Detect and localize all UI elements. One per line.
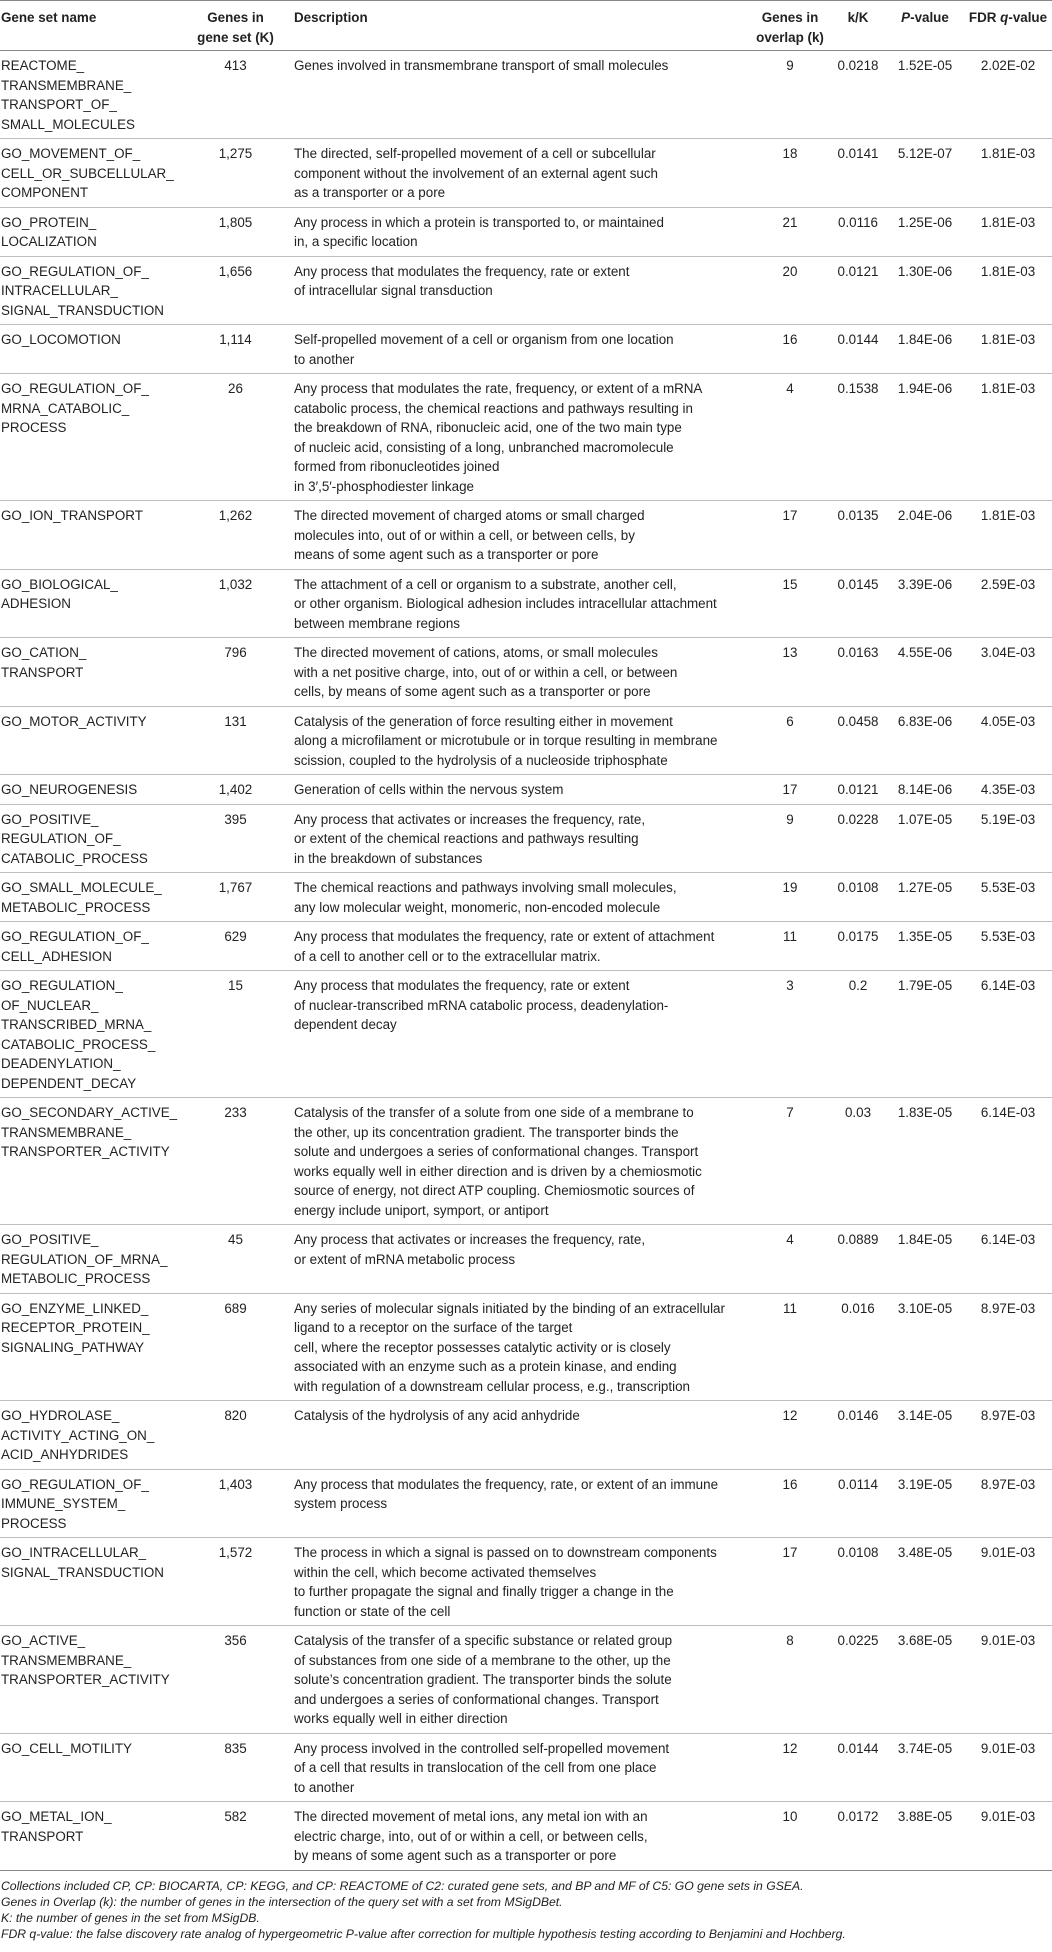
table-row bbox=[0, 569, 1052, 638]
header-fdr-q-value: FDR q-value bbox=[964, 1, 1052, 51]
cell-genes-in-gene-set: 1,403 bbox=[185, 1469, 286, 1538]
cell-description: Catalysis of the hydrolysis of any acid anhydride bbox=[286, 1401, 750, 1470]
table-row bbox=[0, 706, 1052, 775]
cell-k-over-K: 0.016 bbox=[830, 1293, 886, 1401]
cell-fdr-q-value: 4.05E-03 bbox=[964, 706, 1052, 775]
cell-fdr-q-value: 8.97E-03 bbox=[964, 1293, 1052, 1401]
cell-genes-in-overlap: 8 bbox=[750, 1626, 830, 1734]
cell-gene-set-name: GO_MOVEMENT_OF_ CELL_OR_SUBCELLULAR_ COMPONENT bbox=[0, 139, 185, 208]
cell-k-over-K: 0.0135 bbox=[830, 501, 886, 570]
header-q-italic: q bbox=[1000, 10, 1009, 25]
table-row bbox=[0, 1538, 1052, 1626]
table-row bbox=[0, 256, 1052, 325]
table-row bbox=[0, 922, 1052, 971]
cell-k-over-K: 0.0163 bbox=[830, 638, 886, 707]
cell-genes-in-gene-set: 1,114 bbox=[185, 325, 286, 374]
cell-p-value: 1.52E-05 bbox=[886, 51, 964, 139]
cell-gene-set-name: GO_METAL_ION_ TRANSPORT bbox=[0, 1802, 185, 1871]
cell-description: Self-propelled movement of a cell or organism from one location to another bbox=[286, 325, 750, 374]
cell-description: Any series of molecular signals initiated by the binding of an extracellular ligand to a receptor on the surface of the target cell, where the receptor possesses catalytic activity or is closely associated with an enzyme such as a protein kinase, and ending with regulation of a downstream cellular process, e.g., transcription bbox=[286, 1293, 750, 1401]
cell-fdr-q-value: 3.04E-03 bbox=[964, 638, 1052, 707]
cell-fdr-q-value: 8.97E-03 bbox=[964, 1401, 1052, 1470]
cell-genes-in-gene-set: 45 bbox=[185, 1225, 286, 1294]
cell-description: Catalysis of the generation of force resulting either in movement along a microfilament or microtubule or in torque resulting in membrane scission, coupled to the hydrolysis of a nucleoside triphosphate bbox=[286, 706, 750, 775]
cell-k-over-K: 0.1538 bbox=[830, 374, 886, 501]
cell-p-value: 1.83E-05 bbox=[886, 1098, 964, 1225]
table-row bbox=[0, 1469, 1052, 1538]
header-p-italic: P bbox=[901, 10, 911, 25]
cell-gene-set-name: GO_HYDROLASE_ ACTIVITY_ACTING_ON_ ACID_ANHYDRIDES bbox=[0, 1401, 185, 1470]
cell-description: The attachment of a cell or organism to a substrate, another cell, or other organism. Biological adhesion includes intracellular attachment between membrane regions bbox=[286, 569, 750, 638]
cell-k-over-K: 0.0114 bbox=[830, 1469, 886, 1538]
cell-description: The directed movement of metal ions, any metal ion with an electric charge, into, out of or within a cell, or between cells, by means of some agent such as a transporter or pore bbox=[286, 1802, 750, 1871]
cell-genes-in-overlap: 16 bbox=[750, 1469, 830, 1538]
table-row bbox=[0, 1225, 1052, 1294]
table-row bbox=[0, 501, 1052, 570]
cell-genes-in-overlap: 21 bbox=[750, 207, 830, 256]
table-row bbox=[0, 139, 1052, 208]
cell-fdr-q-value: 6.14E-03 bbox=[964, 1098, 1052, 1225]
header-k-over-K: k/K bbox=[830, 1, 886, 51]
table-row bbox=[0, 207, 1052, 256]
cell-p-value: 6.83E-06 bbox=[886, 706, 964, 775]
cell-k-over-K: 0.0225 bbox=[830, 1626, 886, 1734]
cell-genes-in-overlap: 11 bbox=[750, 922, 830, 971]
cell-gene-set-name: GO_BIOLOGICAL_ ADHESION bbox=[0, 569, 185, 638]
cell-fdr-q-value: 5.53E-03 bbox=[964, 873, 1052, 922]
cell-p-value: 1.27E-05 bbox=[886, 873, 964, 922]
cell-description: The process in which a signal is passed on to downstream components within the cell, which become activated themselves to further propagate the signal and finally trigger a change in the function or state of the cell bbox=[286, 1538, 750, 1626]
cell-k-over-K: 0.2 bbox=[830, 971, 886, 1098]
cell-gene-set-name: GO_REGULATION_OF_ INTRACELLULAR_ SIGNAL_TRANSDUCTION bbox=[0, 256, 185, 325]
cell-k-over-K: 0.0175 bbox=[830, 922, 886, 971]
cell-genes-in-gene-set: 835 bbox=[185, 1733, 286, 1802]
cell-genes-in-overlap: 17 bbox=[750, 501, 830, 570]
cell-genes-in-gene-set: 1,805 bbox=[185, 207, 286, 256]
cell-genes-in-overlap: 20 bbox=[750, 256, 830, 325]
cell-genes-in-gene-set: 1,656 bbox=[185, 256, 286, 325]
cell-p-value: 1.35E-05 bbox=[886, 922, 964, 971]
cell-genes-in-gene-set: 356 bbox=[185, 1626, 286, 1734]
cell-description: Any process that modulates the frequency, rate, or extent of an immune system process bbox=[286, 1469, 750, 1538]
cell-genes-in-overlap: 12 bbox=[750, 1733, 830, 1802]
cell-p-value: 3.19E-05 bbox=[886, 1469, 964, 1538]
cell-gene-set-name: GO_REGULATION_OF_ IMMUNE_SYSTEM_ PROCESS bbox=[0, 1469, 185, 1538]
cell-genes-in-overlap: 11 bbox=[750, 1293, 830, 1401]
cell-p-value: 1.25E-06 bbox=[886, 207, 964, 256]
cell-genes-in-gene-set: 395 bbox=[185, 804, 286, 873]
cell-genes-in-overlap: 16 bbox=[750, 325, 830, 374]
cell-genes-in-gene-set: 233 bbox=[185, 1098, 286, 1225]
cell-p-value: 1.84E-06 bbox=[886, 325, 964, 374]
cell-genes-in-gene-set: 1,402 bbox=[185, 775, 286, 805]
cell-description: Any process that modulates the frequency, rate or extent of intracellular signal transduction bbox=[286, 256, 750, 325]
cell-gene-set-name: GO_NEUROGENESIS bbox=[0, 775, 185, 805]
cell-fdr-q-value: 1.81E-03 bbox=[964, 501, 1052, 570]
cell-k-over-K: 0.0144 bbox=[830, 325, 886, 374]
footnote-K: K: the number of genes in the set from MSigDB. bbox=[1, 1911, 260, 1926]
cell-genes-in-overlap: 13 bbox=[750, 638, 830, 707]
cell-k-over-K: 0.0121 bbox=[830, 256, 886, 325]
cell-genes-in-overlap: 4 bbox=[750, 1225, 830, 1294]
table-row bbox=[0, 775, 1052, 805]
cell-genes-in-overlap: 19 bbox=[750, 873, 830, 922]
cell-gene-set-name: GO_REGULATION_ OF_NUCLEAR_ TRANSCRIBED_MRNA_ CATABOLIC_PROCESS_ DEADENYLATION_ DEPENDENT_DECAY bbox=[0, 971, 185, 1098]
cell-genes-in-gene-set: 26 bbox=[185, 374, 286, 501]
cell-gene-set-name: GO_LOCOMOTION bbox=[0, 325, 185, 374]
cell-fdr-q-value: 4.35E-03 bbox=[964, 775, 1052, 805]
cell-description: The directed movement of cations, atoms, or small molecules with a net positive charge, into, out of or within a cell, or between cells, by means of some agent such as a transporter or pore bbox=[286, 638, 750, 707]
cell-genes-in-overlap: 15 bbox=[750, 569, 830, 638]
cell-genes-in-gene-set: 15 bbox=[185, 971, 286, 1098]
cell-genes-in-gene-set: 796 bbox=[185, 638, 286, 707]
cell-fdr-q-value: 2.02E-02 bbox=[964, 51, 1052, 139]
cell-k-over-K: 0.0218 bbox=[830, 51, 886, 139]
cell-k-over-K: 0.0146 bbox=[830, 1401, 886, 1470]
cell-genes-in-gene-set: 1,275 bbox=[185, 139, 286, 208]
table-row bbox=[0, 1098, 1052, 1225]
cell-gene-set-name: GO_SECONDARY_ACTIVE_ TRANSMEMBRANE_ TRANSPORTER_ACTIVITY bbox=[0, 1098, 185, 1225]
header-p-value: P-value bbox=[886, 1, 964, 51]
header-genes-in-gene-set: Genes in gene set (K) bbox=[185, 1, 286, 51]
cell-genes-in-overlap: 7 bbox=[750, 1098, 830, 1225]
table-body bbox=[0, 51, 1052, 1871]
cell-gene-set-name: GO_ION_TRANSPORT bbox=[0, 501, 185, 570]
header-gene-set-name: Gene set name bbox=[0, 1, 185, 51]
table-row bbox=[0, 804, 1052, 873]
cell-p-value: 3.39E-06 bbox=[886, 569, 964, 638]
cell-fdr-q-value: 2.59E-03 bbox=[964, 569, 1052, 638]
cell-description: The directed, self-propelled movement of a cell or subcellular component without the involvement of an external agent such as a transporter or a pore bbox=[286, 139, 750, 208]
cell-fdr-q-value: 6.14E-03 bbox=[964, 1225, 1052, 1294]
cell-genes-in-gene-set: 131 bbox=[185, 706, 286, 775]
cell-genes-in-overlap: 17 bbox=[750, 775, 830, 805]
cell-genes-in-overlap: 4 bbox=[750, 374, 830, 501]
cell-p-value: 5.12E-07 bbox=[886, 139, 964, 208]
cell-genes-in-gene-set: 689 bbox=[185, 1293, 286, 1401]
cell-genes-in-overlap: 3 bbox=[750, 971, 830, 1098]
cell-p-value: 1.79E-05 bbox=[886, 971, 964, 1098]
cell-k-over-K: 0.0108 bbox=[830, 1538, 886, 1626]
cell-p-value: 8.14E-06 bbox=[886, 775, 964, 805]
cell-description: Catalysis of the transfer of a solute from one side of a membrane to the other, up its concentration gradient. The transporter binds the solute and undergoes a series of conformational changes. Transport works equally well in either direction and is driven by a chemiosmotic source of energy, not direct ATP coupling. Chemiosmotic sources of energy include uniport, symport, or antiport bbox=[286, 1098, 750, 1225]
table-row bbox=[0, 374, 1052, 501]
cell-k-over-K: 0.0172 bbox=[830, 1802, 886, 1871]
cell-fdr-q-value: 9.01E-03 bbox=[964, 1733, 1052, 1802]
cell-gene-set-name: GO_MOTOR_ACTIVITY bbox=[0, 706, 185, 775]
cell-fdr-q-value: 9.01E-03 bbox=[964, 1538, 1052, 1626]
table-row bbox=[0, 971, 1052, 1098]
cell-gene-set-name: GO_CELL_MOTILITY bbox=[0, 1733, 185, 1802]
cell-fdr-q-value: 5.53E-03 bbox=[964, 922, 1052, 971]
cell-genes-in-overlap: 6 bbox=[750, 706, 830, 775]
cell-p-value: 3.68E-05 bbox=[886, 1626, 964, 1734]
table-row bbox=[0, 638, 1052, 707]
footnote-collections: Collections included CP, CP: BIOCARTA, CP: KEGG, and CP: REACTOME of C2: curated gene sets, and BP and MF of C5: GO gene sets in GSEA. bbox=[1, 1879, 804, 1893]
cell-genes-in-overlap: 12 bbox=[750, 1401, 830, 1470]
cell-k-over-K: 0.0145 bbox=[830, 569, 886, 638]
cell-gene-set-name: GO_ENZYME_LINKED_ RECEPTOR_PROTEIN_ SIGNALING_PATHWAY bbox=[0, 1293, 185, 1401]
header-genes-in-overlap: Genes in overlap (k) bbox=[750, 1, 830, 51]
cell-gene-set-name: GO_ACTIVE_ TRANSMEMBRANE_ TRANSPORTER_ACTIVITY bbox=[0, 1626, 185, 1734]
cell-fdr-q-value: 8.97E-03 bbox=[964, 1469, 1052, 1538]
cell-gene-set-name: GO_REGULATION_OF_ MRNA_CATABOLIC_ PROCESS bbox=[0, 374, 185, 501]
cell-fdr-q-value: 5.19E-03 bbox=[964, 804, 1052, 873]
table-footnotes bbox=[1, 1878, 1049, 1942]
cell-description: The directed movement of charged atoms or small charged molecules into, out of or within a cell, or between cells, by means of some agent such as a transporter or pore bbox=[286, 501, 750, 570]
cell-genes-in-overlap: 18 bbox=[750, 139, 830, 208]
table-row bbox=[0, 873, 1052, 922]
cell-p-value: 3.10E-05 bbox=[886, 1293, 964, 1401]
footnote-fdr: FDR q-value: the false discovery rate analog of hypergeometric P-value after correction for multiple hypothesis testing according to Benjamini and Hochberg. bbox=[1, 1927, 846, 1942]
table-row bbox=[0, 51, 1052, 139]
cell-description: Any process that modulates the frequency, rate or extent of nuclear-transcribed mRNA catabolic process, deadenylation- dependent decay bbox=[286, 971, 750, 1098]
cell-k-over-K: 0.0121 bbox=[830, 775, 886, 805]
cell-description: Any process that activates or increases the frequency, rate, or extent of the chemical reactions and pathways resulting in the breakdown of substances bbox=[286, 804, 750, 873]
cell-description: Any process that modulates the rate, frequency, or extent of a mRNA catabolic process, the chemical reactions and pathways resulting in the breakdown of RNA, ribonucleic acid, one of the two main type of nucleic acid, consisting of a long, unbranched macromolecule formed from ribonucleotides joined in 3′,5′-phosphodiester linkage bbox=[286, 374, 750, 501]
cell-p-value: 1.30E-06 bbox=[886, 256, 964, 325]
cell-gene-set-name: REACTOME_ TRANSMEMBRANE_ TRANSPORT_OF_ SMALL_MOLECULES bbox=[0, 51, 185, 139]
cell-fdr-q-value: 1.81E-03 bbox=[964, 207, 1052, 256]
cell-description: The chemical reactions and pathways involving small molecules, any low molecular weight, monomeric, non-encoded molecule bbox=[286, 873, 750, 922]
cell-k-over-K: 0.0889 bbox=[830, 1225, 886, 1294]
cell-p-value: 1.84E-05 bbox=[886, 1225, 964, 1294]
cell-k-over-K: 0.0141 bbox=[830, 139, 886, 208]
table-row bbox=[0, 1293, 1052, 1401]
cell-k-over-K: 0.0108 bbox=[830, 873, 886, 922]
cell-description: Any process involved in the controlled self-propelled movement of a cell that results in translocation of the cell from one place to another bbox=[286, 1733, 750, 1802]
cell-fdr-q-value: 9.01E-03 bbox=[964, 1802, 1052, 1871]
cell-gene-set-name: GO_SMALL_MOLECULE_ METABOLIC_PROCESS bbox=[0, 873, 185, 922]
cell-genes-in-overlap: 10 bbox=[750, 1802, 830, 1871]
cell-genes-in-gene-set: 582 bbox=[185, 1802, 286, 1871]
footnote-genes-in-overlap: Genes in Overlap (k): the number of genes in the intersection of the query set with a set from MSigDBet. bbox=[1, 1895, 563, 1910]
cell-description: Any process that modulates the frequency, rate or extent of attachment of a cell to another cell or to the extracellular matrix. bbox=[286, 922, 750, 971]
table-row bbox=[0, 1802, 1052, 1871]
header-description: Description bbox=[286, 1, 750, 51]
cell-p-value: 3.14E-05 bbox=[886, 1401, 964, 1470]
cell-description: Genes involved in transmembrane transport of small molecules bbox=[286, 51, 750, 139]
cell-description: Generation of cells within the nervous system bbox=[286, 775, 750, 805]
cell-p-value: 1.07E-05 bbox=[886, 804, 964, 873]
cell-description: Any process in which a protein is transported to, or maintained in, a specific location bbox=[286, 207, 750, 256]
cell-genes-in-overlap: 9 bbox=[750, 51, 830, 139]
cell-genes-in-gene-set: 1,572 bbox=[185, 1538, 286, 1626]
cell-p-value: 3.88E-05 bbox=[886, 1802, 964, 1871]
cell-p-value: 3.48E-05 bbox=[886, 1538, 964, 1626]
cell-gene-set-name: GO_PROTEIN_ LOCALIZATION bbox=[0, 207, 185, 256]
cell-p-value: 2.04E-06 bbox=[886, 501, 964, 570]
cell-gene-set-name: GO_POSITIVE_ REGULATION_OF_MRNA_ METABOLIC_PROCESS bbox=[0, 1225, 185, 1294]
table-header-row bbox=[0, 1, 1052, 51]
cell-description: Any process that activates or increases the frequency, rate, or extent of mRNA metabolic process bbox=[286, 1225, 750, 1294]
cell-k-over-K: 0.0458 bbox=[830, 706, 886, 775]
cell-genes-in-gene-set: 1,262 bbox=[185, 501, 286, 570]
cell-p-value: 4.55E-06 bbox=[886, 638, 964, 707]
cell-gene-set-name: GO_INTRACELLULAR_ SIGNAL_TRANSDUCTION bbox=[0, 1538, 185, 1626]
cell-genes-in-gene-set: 629 bbox=[185, 922, 286, 971]
cell-genes-in-gene-set: 413 bbox=[185, 51, 286, 139]
cell-k-over-K: 0.0116 bbox=[830, 207, 886, 256]
cell-k-over-K: 0.0228 bbox=[830, 804, 886, 873]
cell-fdr-q-value: 6.14E-03 bbox=[964, 971, 1052, 1098]
cell-k-over-K: 0.03 bbox=[830, 1098, 886, 1225]
table-row bbox=[0, 1626, 1052, 1734]
table-row bbox=[0, 1733, 1052, 1802]
cell-fdr-q-value: 1.81E-03 bbox=[964, 256, 1052, 325]
cell-p-value: 1.94E-06 bbox=[886, 374, 964, 501]
table-row bbox=[0, 1401, 1052, 1470]
cell-genes-in-gene-set: 1,767 bbox=[185, 873, 286, 922]
cell-description: Catalysis of the transfer of a specific substance or related group of substances from one side of a membrane to the other, up the solute’s concentration gradient. The transporter binds the solute and undergoes a series of conformational changes. Transport works equally well in either direction bbox=[286, 1626, 750, 1734]
cell-genes-in-gene-set: 1,032 bbox=[185, 569, 286, 638]
cell-genes-in-gene-set: 820 bbox=[185, 1401, 286, 1470]
cell-gene-set-name: GO_REGULATION_OF_ CELL_ADHESION bbox=[0, 922, 185, 971]
cell-fdr-q-value: 1.81E-03 bbox=[964, 139, 1052, 208]
cell-genes-in-overlap: 9 bbox=[750, 804, 830, 873]
cell-gene-set-name: GO_POSITIVE_ REGULATION_OF_ CATABOLIC_PROCESS bbox=[0, 804, 185, 873]
cell-p-value: 3.74E-05 bbox=[886, 1733, 964, 1802]
cell-fdr-q-value: 1.81E-03 bbox=[964, 374, 1052, 501]
table-row bbox=[0, 325, 1052, 374]
cell-genes-in-overlap: 17 bbox=[750, 1538, 830, 1626]
cell-fdr-q-value: 1.81E-03 bbox=[964, 325, 1052, 374]
cell-gene-set-name: GO_CATION_ TRANSPORT bbox=[0, 638, 185, 707]
cell-fdr-q-value: 9.01E-03 bbox=[964, 1626, 1052, 1734]
cell-k-over-K: 0.0144 bbox=[830, 1733, 886, 1802]
